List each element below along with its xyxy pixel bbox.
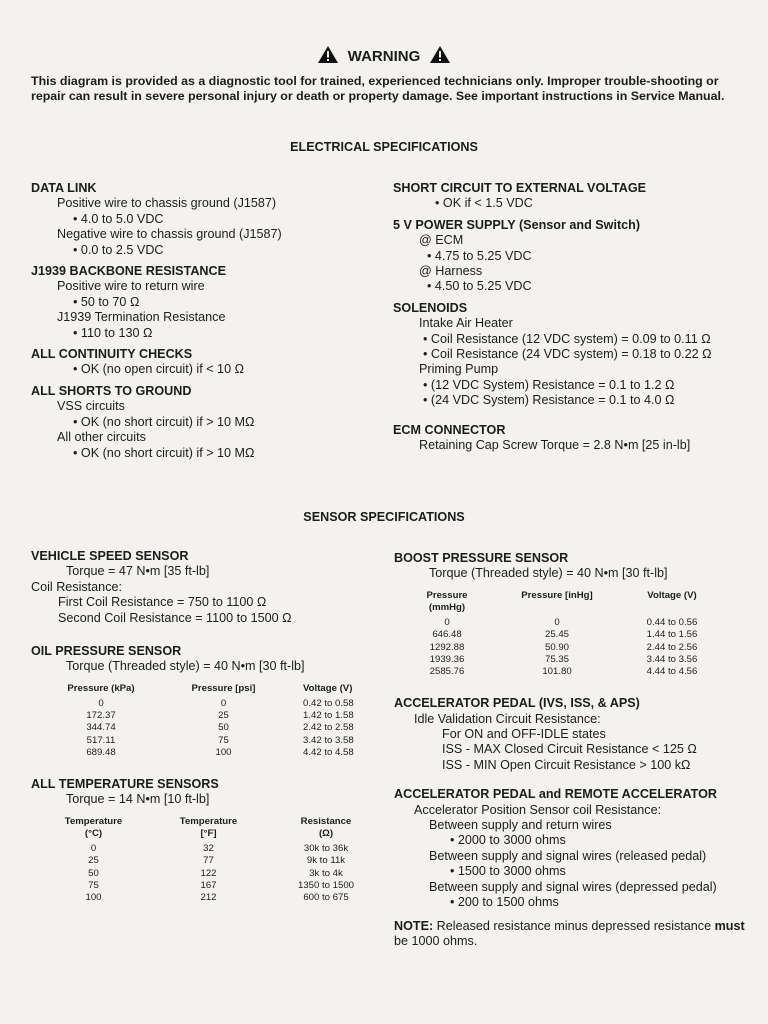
table-row (402, 617, 722, 629)
shorts-line: All other circuits (57, 430, 146, 445)
table-cell: 50 (88, 867, 99, 879)
table-cell: 1.44 to 1.56 (646, 629, 698, 641)
table-cell: 0.44 to 0.56 (646, 617, 698, 629)
shorts-bullet: • OK (no short circuit) if > 10 MΩ (31, 446, 376, 461)
electrical-left-column (31, 181, 376, 467)
table-cell: 0 (98, 698, 104, 710)
data-link-bullet: • 4.0 to 5.0 VDC (31, 212, 376, 227)
table-row (402, 666, 722, 678)
table-header: Voltage (V) (647, 589, 697, 601)
power-line: @ Harness (419, 264, 483, 279)
table-cell: 2.42 to 2.58 (303, 722, 354, 734)
data-link-heading: DATA LINK (31, 181, 97, 195)
pedal-line: ISS - MIN Open Circuit Resistance > 100 kΩ (442, 757, 691, 772)
table-row (46, 747, 371, 759)
note-text: be 1000 ohms. (394, 933, 478, 948)
boost-block (394, 551, 754, 678)
solenoids-bullet: • Coil Resistance (24 VDC system) = 0.18 to 0.22 Ω (393, 347, 753, 362)
table-row (46, 880, 376, 892)
table-header: Pressure [inHg] (521, 589, 593, 601)
table-header: Temperature [°F] (179, 815, 238, 840)
table-cell: 25 (218, 710, 229, 722)
warning-icon (430, 46, 450, 63)
power-bullet: • 4.50 to 5.25 VDC (393, 279, 753, 294)
sensor-right-column (394, 551, 754, 949)
note-must: must (714, 918, 745, 933)
table-header: Resistance (Ω) (300, 815, 352, 840)
short-ext-heading: SHORT CIRCUIT TO EXTERNAL VOLTAGE (393, 181, 647, 195)
boost-heading: BOOST PRESSURE SENSOR (394, 551, 569, 565)
oil-heading: OIL PRESSURE SENSOR (31, 644, 182, 659)
remote-bullet: • 1500 to 3000 ohms (394, 864, 754, 879)
warning-title (0, 46, 768, 64)
remote-heading: ACCELERATOR PEDAL and REMOTE ACCELERATOR (394, 787, 718, 802)
note (394, 919, 746, 950)
table-cell: 1292.88 (429, 641, 465, 653)
data-link-block (31, 181, 376, 258)
table-cell: 344.74 (86, 722, 116, 734)
remote-line: Between supply and signal wires (released pedal) (429, 848, 707, 863)
table-cell: 50.90 (544, 641, 569, 653)
ecm-heading: ECM CONNECTOR (393, 422, 506, 437)
table-cell: 2585.76 (429, 666, 465, 678)
table-cell: 75 (218, 734, 229, 746)
solenoids-line: Intake Air Heater (419, 316, 513, 331)
table-cell: 9k to 11k (306, 855, 346, 867)
solenoids-bullet: • Coil Resistance (12 VDC system) = 0.09 to 0.11 Ω (393, 332, 753, 347)
continuity-block (31, 347, 376, 378)
table-row (46, 843, 376, 855)
table-cell: 0 (554, 617, 560, 629)
table-cell: 0 (220, 698, 227, 710)
continuity-bullet: • OK (no open circuit) if < 10 Ω (31, 362, 376, 377)
continuity-heading: ALL CONTINUITY CHECKS (31, 347, 193, 362)
power-bullet: • 4.75 to 5.25 VDC (393, 249, 753, 264)
solenoids-line: Priming Pump (419, 362, 499, 377)
temp-line: Torque = 14 N•m [10 ft-lb] (66, 792, 210, 807)
boost-pressure-table (402, 590, 722, 678)
vss-block (31, 549, 376, 626)
remote-block (394, 787, 754, 910)
power-line: @ ECM (419, 233, 464, 248)
table-cell: 2.44 to 2.56 (646, 641, 698, 653)
oil-line: Torque (Threaded style) = 40 N•m [30 ft-lb] (66, 659, 305, 674)
vss-line: Torque = 47 N•m [35 ft-lb] (66, 564, 210, 579)
table-cell: 75 (88, 879, 99, 891)
data-link-line: Positive wire to chassis ground (J1587) (57, 196, 277, 211)
sensor-left-column (31, 549, 376, 904)
pedal-heading: ACCELERATOR PEDAL (IVS, ISS, & APS) (394, 696, 640, 711)
table-row (402, 654, 722, 666)
table-cell: 646.48 (432, 629, 462, 641)
table-cell: 0.42 to 0.58 (303, 698, 354, 710)
table-cell: 30k to 36k (303, 843, 349, 855)
ecm-block (393, 423, 753, 454)
remote-line: Between supply and signal wires (depressed pedal) (429, 879, 717, 894)
short-ext-bullet: • OK if < 1.5 VDC (393, 196, 753, 211)
table-row (46, 868, 376, 880)
table-cell: 122 (200, 867, 217, 879)
table-cell: 3.44 to 3.56 (646, 653, 698, 665)
table-cell: 25 (88, 855, 99, 867)
remote-line: Accelerator Position Sensor coil Resistance: (414, 802, 662, 817)
table-row (46, 698, 371, 710)
boost-line: Torque (Threaded style) = 40 N•m [30 ft-lb] (429, 566, 668, 581)
table-row (46, 892, 376, 904)
table-cell: 1350 to 1500 (297, 879, 355, 891)
electrical-section-title: ELECTRICAL SPECIFICATIONS (290, 140, 478, 154)
power-heading: 5 V POWER SUPPLY (Sensor and Switch) (393, 217, 641, 232)
table-cell: 0 (90, 843, 97, 855)
j1939-bullet: • 110 to 130 Ω (31, 326, 376, 341)
table-cell: 25.45 (544, 629, 569, 641)
note-text: Released resistance minus depressed resistance (433, 918, 712, 933)
table-row (46, 855, 376, 867)
shorts-heading: ALL SHORTS TO GROUND (31, 383, 192, 398)
oil-pressure-table (46, 683, 371, 759)
solenoids-block (393, 301, 753, 409)
warning-title-text: WARNING (347, 48, 421, 65)
vss-line: First Coil Resistance = 750 to 1100 Ω (58, 595, 267, 610)
remote-bullet: • 200 to 1500 ohms (394, 895, 754, 910)
solenoids-bullet: • (12 VDC System) Resistance = 0.1 to 1.2 Ω (393, 378, 753, 393)
electrical-right-column (393, 181, 753, 460)
table-cell: 75.35 (544, 653, 569, 665)
table-row (46, 710, 371, 722)
ecm-line: Retaining Cap Screw Torque = 2.8 N•m [25 in-lb] (419, 438, 691, 453)
power-block (393, 218, 753, 295)
table-cell: 172.37 (86, 710, 116, 722)
j1939-bullet: • 50 to 70 Ω (31, 295, 376, 310)
shorts-block (31, 384, 376, 461)
table-cell: 600 to 675 (303, 892, 349, 904)
table-cell: 1.42 to 1.58 (303, 710, 354, 722)
pedal-block (394, 696, 754, 773)
table-cell: 1939.36 (429, 653, 465, 665)
temp-block (31, 777, 376, 904)
table-cell: 4.44 to 4.56 (646, 666, 698, 678)
table-cell: 689.48 (86, 746, 116, 758)
j1939-line: J1939 Termination Resistance (57, 310, 226, 325)
data-link-line: Negative wire to chassis ground (J1587) (57, 227, 282, 242)
table-cell: 212 (200, 892, 217, 904)
table-cell: 77 (203, 855, 214, 867)
j1939-line: Positive wire to return wire (57, 279, 205, 294)
warning-text: This diagram is provided as a diagnostic tool for trained, experienced technicians only. Improper trouble-shooting or repair can result in severe personal injury or death or property damage. See important instructions in Service Manual. (31, 74, 725, 103)
table-cell: 3k to 4k (309, 867, 343, 879)
pedal-line: For ON and OFF-IDLE states (442, 727, 606, 742)
table-header: Voltage (V) (303, 682, 353, 694)
oil-block (31, 644, 376, 759)
solenoids-heading: SOLENOIDS (393, 300, 468, 315)
table-row (402, 629, 722, 641)
short-ext-block (393, 181, 753, 212)
temperature-table (46, 816, 376, 904)
table-header: Temperature (°C) (64, 815, 123, 840)
note-label: NOTE: (394, 918, 434, 933)
table-row (46, 735, 371, 747)
pedal-line: ISS - MAX Closed Circuit Resistance < 125 Ω (442, 742, 697, 757)
table-header: Pressure (kPa) (67, 682, 135, 694)
table-cell: 0 (444, 617, 450, 629)
sensor-section-title: SENSOR SPECIFICATIONS (303, 510, 465, 524)
j1939-block (31, 264, 376, 341)
shorts-line: VSS circuits (57, 399, 125, 414)
table-cell: 100 (215, 746, 232, 758)
table-cell: 100 (85, 892, 102, 904)
vss-line: Coil Resistance: (31, 579, 122, 594)
solenoids-bullet: • (24 VDC System) Resistance = 0.1 to 4.0 Ω (393, 393, 753, 408)
table-cell: 517.11 (86, 734, 116, 746)
table-header: Pressure [psi] (191, 682, 256, 694)
shorts-bullet: • OK (no short circuit) if > 10 MΩ (31, 415, 376, 430)
j1939-heading: J1939 BACKBONE RESISTANCE (31, 264, 227, 279)
temp-heading: ALL TEMPERATURE SENSORS (31, 777, 219, 792)
remote-line: Between supply and return wires (429, 818, 612, 833)
table-cell: 50 (218, 722, 229, 734)
table-row (46, 722, 371, 734)
pedal-line: Idle Validation Circuit Resistance: (414, 711, 601, 726)
warning-icon (318, 46, 338, 63)
table-header: Pressure (mmHg) (426, 589, 468, 614)
vss-heading: VEHICLE SPEED SENSOR (31, 549, 189, 563)
data-link-bullet: • 0.0 to 2.5 VDC (31, 243, 376, 258)
table-cell: 32 (203, 843, 214, 855)
table-cell: 167 (200, 879, 217, 891)
table-cell: 4.42 to 4.58 (303, 746, 354, 758)
table-cell: 3.42 to 3.58 (303, 734, 354, 746)
table-row (402, 642, 722, 654)
vss-line: Second Coil Resistance = 1100 to 1500 Ω (58, 610, 292, 625)
remote-bullet: • 2000 to 3000 ohms (394, 833, 754, 848)
table-cell: 101.80 (542, 666, 572, 678)
